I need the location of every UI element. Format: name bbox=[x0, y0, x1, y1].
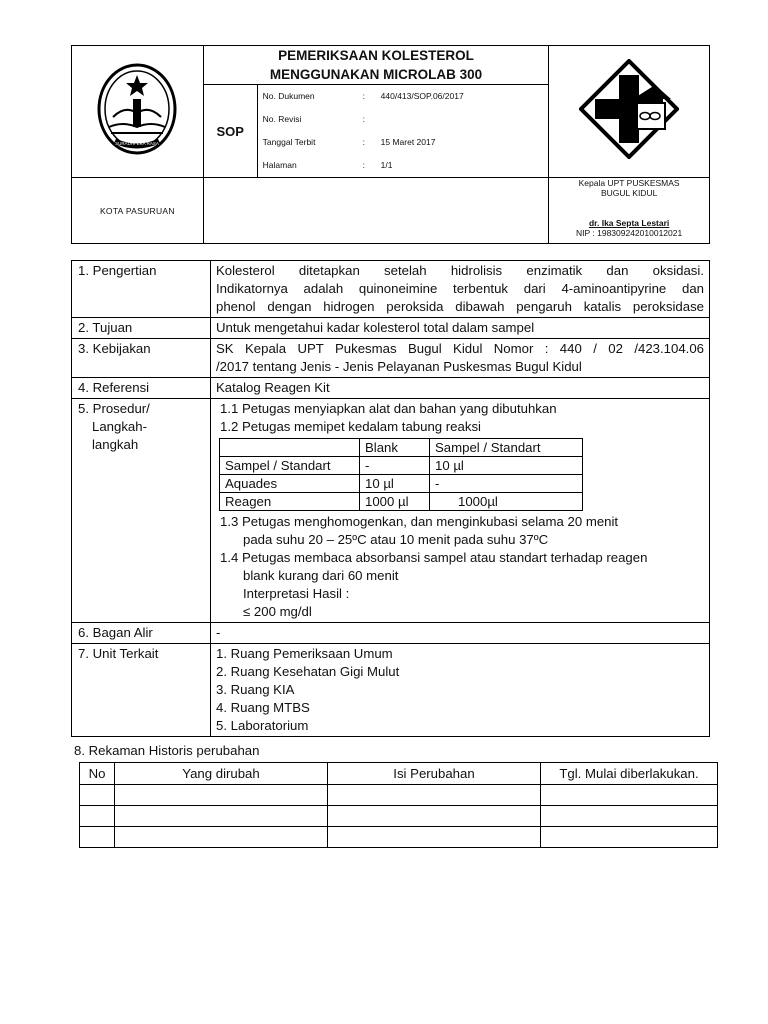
city-seal-icon bbox=[95, 61, 179, 157]
document-meta bbox=[257, 85, 549, 178]
history-table: No Yang dirubah Isi Perubahan Tgl. Mulai diberlakukan. bbox=[79, 762, 718, 848]
step-3: 1.3 Petugas menghomogenkan, dan menginkubasi selama 20 menit bbox=[220, 514, 619, 529]
list-item: 2. Ruang Kesehatan Gigi Mulut bbox=[216, 664, 400, 679]
row-referensi: 4. Referensi Katalog Reagen Kit bbox=[72, 378, 710, 399]
history-title: 8. Rekaman Historis perubahan bbox=[74, 743, 260, 758]
head-nip: NIP : 198309242010012021 bbox=[576, 228, 683, 238]
puskesmas-logo-cell bbox=[549, 46, 710, 178]
table-row bbox=[80, 827, 718, 848]
row-unit-terkait: 7. Unit Terkait 1. Ruang Pemeriksaan Umum 2. Ruang Kesehatan Gigi Mulut 3. Ruang KIA 4. Ruang MTBS 5. Laboratorium bbox=[72, 644, 710, 737]
sop-label: SOP bbox=[203, 85, 257, 178]
interpretation-value: ≤ 200 mg/dl bbox=[243, 604, 312, 619]
list-item: 4. Ruang MTBS bbox=[216, 700, 310, 715]
pipet-table: Blank Sampel / Standart Sampel / Standart - 10 µl Aquades 10 µl - Reagen 1000 µl 1000µl bbox=[219, 438, 583, 511]
document-header bbox=[71, 45, 710, 244]
puskesmas-logo-icon bbox=[579, 59, 679, 159]
row-pengertian: 1. Pengertian Kolesterol ditetapkan setelah hidrolisis enzimatik dan oksidasi. Indikatornya adalah quinoneimine terbentuk dari 4-aminoantipyrine dan phenol dengan hidrogen peroksida dibawah pengaruh katalis peroksidase bbox=[72, 261, 710, 318]
city-name: KOTA PASURUAN bbox=[72, 178, 204, 244]
city-logo-cell bbox=[72, 46, 204, 178]
interpretation-label: Interpretasi Hasil : bbox=[243, 586, 350, 601]
row-tujuan: 2. Tujuan Untuk mengetahui kadar kolesterol total dalam sampel bbox=[72, 318, 710, 339]
sop-content-table bbox=[71, 260, 710, 737]
step-4: 1.4 Petugas membaca absorbansi sampel atau standart terhadap reagen bbox=[220, 550, 648, 565]
meta-row: No. Revisi : bbox=[262, 114, 366, 124]
meta-row: Tanggal Terbit : 15 Maret 2017 bbox=[262, 137, 436, 147]
table-row bbox=[80, 806, 718, 827]
step-2: 1.2 Petugas memipet kedalam tabung reaksi bbox=[220, 419, 481, 434]
row-bagan: 6. Bagan Alir - bbox=[72, 623, 710, 644]
list-item: 1. Ruang Pemeriksaan Umum bbox=[216, 646, 393, 661]
list-item: 3. Ruang KIA bbox=[216, 682, 295, 697]
table-row bbox=[80, 785, 718, 806]
head-signature: Kepala UPT PUSKESMAS BUGUL KIDUL dr. Ika Septa Lestari NIP : 198309242010012021 bbox=[549, 178, 710, 244]
meta-row: Halaman : 1/1 bbox=[262, 160, 393, 170]
document-title: PEMERIKSAAN KOLESTEROL MENGGUNAKAN MICROLAB 300 bbox=[203, 46, 548, 85]
empty-cell bbox=[203, 178, 548, 244]
head-name: dr. Ika Septa Lestari bbox=[588, 218, 670, 228]
step-1: 1.1 Petugas menyiapkan alat dan bahan yang dibutuhkan bbox=[220, 401, 557, 416]
seal-motto: SURADHI EKA RASA bbox=[115, 141, 160, 146]
row-prosedur: 5. Prosedur/ Langkah- langkah 1.1 Petugas menyiapkan alat dan bahan yang dibutuhkan 1.2 Petugas memipet kedalam tabung reaksi Blank Sampel / Standart Sampel / Standart - 10 µl Aquades 10 µl - Reagen 1000 µl 1000µl 1.3 Petugas menghomogenkan, dan menginkubasi selama 20 menit pada suhu 20 – 25ºC atau 10 menit pada suhu 37ºC 1.4 Petugas membaca absorbansi sampel atau standart terhadap reagen blank kurang dari 60 menit Interpretasi Hasil : ≤ 200 mg/dl bbox=[72, 399, 710, 623]
list-item: 5. Laboratorium bbox=[216, 718, 309, 733]
meta-row: No. Dukumen : 440/413/SOP.06/2017 bbox=[262, 91, 464, 101]
row-kebijakan: 3. Kebijakan SK Kepala UPT Pukesmas Bugul Kidul Nomor : 440 / 02 /423.104.06 /2017 tentang Jenis - Jenis Pelayanan Puskesmas Bugul Kidul bbox=[72, 339, 710, 378]
